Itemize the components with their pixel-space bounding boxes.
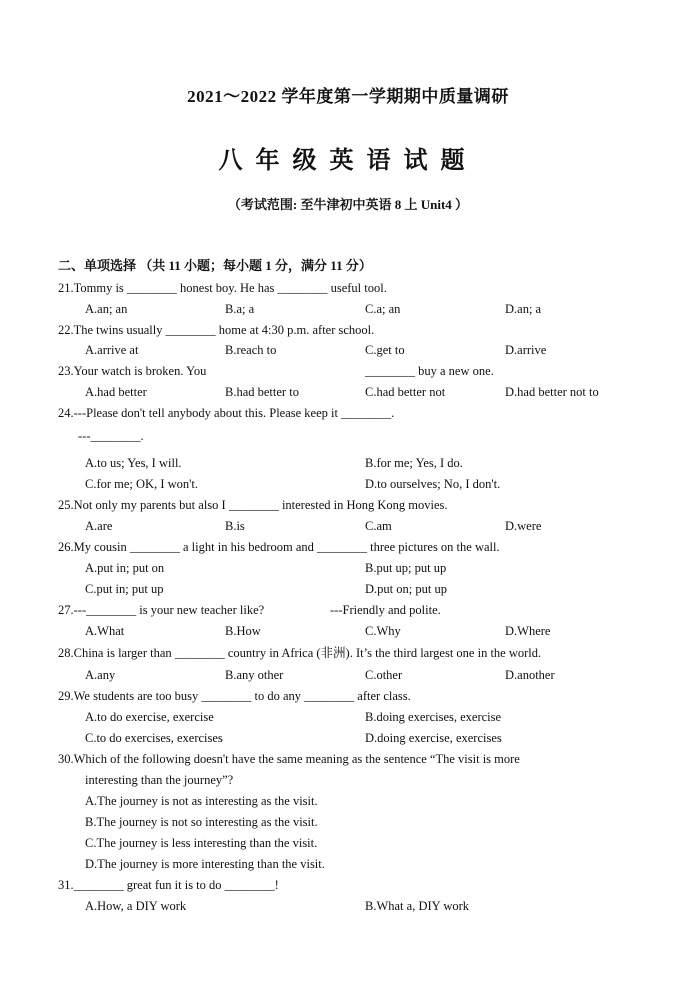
option-c: C.to do exercises, exercises <box>85 731 223 745</box>
question-stem: 23.Your watch is broken. You <box>58 364 207 378</box>
question-stem-line2: ---________. <box>78 429 144 443</box>
option-a: A.The journey is not as interesting as the visit. <box>85 794 318 808</box>
question-stem: 22.The twins usually ________ home at 4:30 p.m. after school. <box>58 323 375 337</box>
option-d: D.to ourselves; No, I don't. <box>365 477 501 491</box>
question-stem: 31.________ great fun it is to do ________! <box>58 878 279 892</box>
question-stem: 28.China is larger than ________ country in Africa (非洲). It’s the third largest one in the world. <box>58 646 542 660</box>
option-b: B.reach to <box>225 343 277 357</box>
option-b: B.How <box>225 624 261 638</box>
subject-title: 八年级英语试题 <box>218 148 478 174</box>
exam-scope: （考试范围: 至牛津初中英语 8 上 Unit4 ） <box>227 197 469 212</box>
option-a: A.an; an <box>85 302 128 316</box>
question-stem-line2: interesting than the journey”? <box>85 773 234 787</box>
option-d: D.put on; put up <box>365 582 447 596</box>
option-c: C.for me; OK, I won't. <box>85 477 199 491</box>
option-b: B.any other <box>225 668 284 682</box>
question-stem: 29.We students are too busy ________ to do any ________ after class. <box>58 689 411 703</box>
option-c: C.Why <box>365 624 401 638</box>
option-b: B.The journey is not so interesting as the visit. <box>85 815 318 829</box>
option-a: A.to us; Yes, I will. <box>85 456 182 470</box>
option-a: A.What <box>85 624 125 638</box>
option-d: D.were <box>505 519 542 533</box>
exam-title: 2021～2022 学年度第一学期期中质量调研 <box>187 87 509 106</box>
question-stem: 26.My cousin ________ a light in his bedroom and ________ three pictures on the wall. <box>58 540 500 554</box>
option-b: B.for me; Yes, I do. <box>365 456 463 470</box>
question-stem: 21.Tommy is ________ honest boy. He has ________ useful tool. <box>58 281 387 295</box>
option-a: A.put in; put on <box>85 561 165 575</box>
option-c: C.had better not <box>365 385 446 399</box>
option-d: D.an; a <box>505 302 542 316</box>
option-a: A.How, a DIY work <box>85 899 187 913</box>
question-stem: 25.Not only my parents but also I ________ interested in Hong Kong movies. <box>58 498 448 512</box>
option-d: D.had better not to <box>505 385 599 399</box>
option-b: B.doing exercises, exercise <box>365 710 502 724</box>
option-b: B.a; a <box>225 302 255 316</box>
option-b: B.put up; put up <box>365 561 447 575</box>
option-c: C.a; an <box>365 302 401 316</box>
option-c: C.other <box>365 668 403 682</box>
option-d: D.arrive <box>505 343 547 357</box>
option-c: C.am <box>365 519 392 533</box>
section-heading: 二、单项选择 （共 11 小题；每小题 1 分，满分 11 分） <box>58 258 372 273</box>
question-stem-tail: ________ buy a new one. <box>365 364 494 378</box>
option-a: A.had better <box>85 385 147 399</box>
option-c: C.put in; put up <box>85 582 164 596</box>
option-c: C.get to <box>365 343 405 357</box>
option-d: D.Where <box>505 624 551 638</box>
option-b: B.is <box>225 519 245 533</box>
option-b: B.What a, DIY work <box>365 899 470 913</box>
option-d: D.The journey is more interesting than the visit. <box>85 857 325 871</box>
option-d: D.doing exercise, exercises <box>365 731 502 745</box>
question-stem: 27.---________ is your new teacher like? <box>58 603 265 617</box>
option-b: B.had better to <box>225 385 299 399</box>
question-stem-tail: ---Friendly and polite. <box>330 603 441 617</box>
question-stem: 30.Which of the following doesn't have the same meaning as the sentence “The visit is more <box>58 752 520 766</box>
option-a: A.any <box>85 668 116 682</box>
question-stem: 24.---Please don't tell anybody about this. Please keep it ________. <box>58 406 395 420</box>
option-c: C.The journey is less interesting than the visit. <box>85 836 318 850</box>
option-a: A.are <box>85 519 113 533</box>
option-a: A.arrive at <box>85 343 139 357</box>
option-a: A.to do exercise, exercise <box>85 710 214 724</box>
option-d: D.another <box>505 668 555 682</box>
